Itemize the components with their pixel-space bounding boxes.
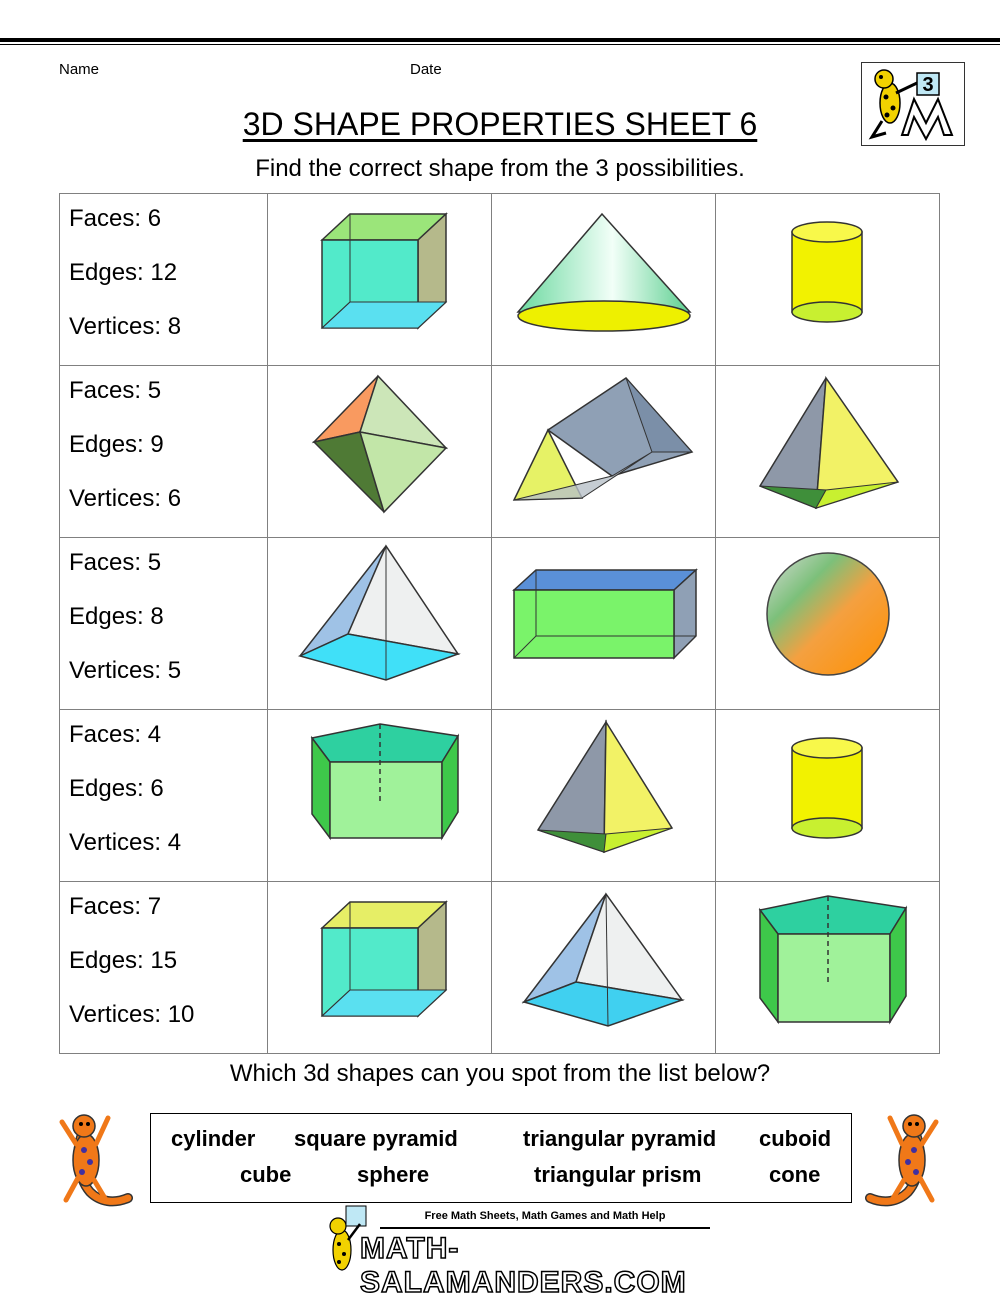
shape-option[interactable]	[268, 710, 492, 882]
vertices-count: Vertices: 8	[69, 313, 182, 340]
page-title: 3D SHAPE PROPERTIES SHEET 6	[242, 106, 758, 142]
edges-count: Edges: 6	[69, 775, 164, 802]
shape-option[interactable]	[268, 538, 492, 710]
edges-count: Edges: 9	[69, 431, 164, 458]
square-pyramid-icon	[492, 882, 715, 1053]
shape-option[interactable]	[716, 366, 940, 538]
vertices-count: Vertices: 4	[69, 829, 182, 856]
edges-count: Edges: 15	[69, 947, 178, 974]
sphere-icon	[716, 538, 939, 709]
word-item: triangular pyramid	[523, 1126, 717, 1151]
shape-option[interactable]	[492, 882, 716, 1054]
question-text: Which 3d shapes can you spot from the list below?	[229, 1060, 771, 1087]
shape-option[interactable]	[716, 194, 940, 366]
cylinder-icon	[716, 194, 939, 365]
footer-site-name[interactable]: MATH-SALAMANDERS.COM	[360, 1232, 687, 1299]
properties-cell	[60, 366, 268, 538]
square-pyramid-icon	[268, 538, 491, 709]
cube-icon	[268, 882, 491, 1053]
cone-icon	[492, 194, 715, 365]
instructions: Find the correct shape from the 3 possibilities.	[255, 155, 745, 182]
word-item: sphere	[357, 1162, 430, 1187]
octahedron-icon	[268, 366, 491, 537]
edges-count: Edges: 8	[69, 603, 164, 630]
faces-count: Faces: 5	[69, 549, 162, 576]
vertices-count: Vertices: 6	[69, 485, 182, 512]
faces-count: Faces: 5	[69, 377, 162, 404]
table-row	[60, 194, 940, 366]
shape-option[interactable]	[268, 366, 492, 538]
faces-count: Faces: 4	[69, 721, 162, 748]
top-rule-thin	[0, 44, 1000, 45]
word-item: cube	[240, 1162, 292, 1187]
pentagonal-prism-icon	[716, 882, 939, 1053]
shape-option[interactable]	[716, 538, 940, 710]
cuboid-icon	[492, 538, 715, 709]
properties-cell	[60, 710, 268, 882]
faces-count: Faces: 7	[69, 893, 162, 920]
salamander-left-icon	[44, 1100, 136, 1214]
shape-option[interactable]	[268, 194, 492, 366]
word-item: cylinder	[171, 1126, 256, 1151]
properties-cell	[60, 882, 268, 1054]
faces-count: Faces: 6	[69, 205, 162, 232]
word-item: triangular prism	[534, 1162, 702, 1187]
shape-option[interactable]	[492, 710, 716, 882]
table-row	[60, 366, 940, 538]
date-label: Date	[410, 61, 442, 78]
pentagonal-prism-icon	[268, 710, 491, 881]
table-row	[60, 710, 940, 882]
shape-option[interactable]	[268, 882, 492, 1054]
shape-table	[59, 193, 940, 1054]
table-row	[60, 538, 940, 710]
logo-number: 3	[922, 74, 934, 96]
word-list-box	[150, 1113, 852, 1203]
shape-option[interactable]	[492, 194, 716, 366]
footer-rule	[380, 1227, 710, 1229]
triangular-pyramid-icon	[716, 366, 939, 537]
triangular-prism-icon	[492, 366, 715, 537]
vertices-count: Vertices: 5	[69, 657, 182, 684]
shape-option[interactable]	[492, 538, 716, 710]
shape-option[interactable]	[716, 882, 940, 1054]
footer-tagline: Free Math Sheets, Math Games and Math Help	[424, 1210, 666, 1222]
word-item: cuboid	[759, 1126, 832, 1151]
name-label: Name	[59, 61, 100, 78]
vertices-count: Vertices: 10	[69, 1001, 195, 1028]
word-item: cone	[769, 1162, 821, 1187]
triangular-pyramid-icon	[492, 710, 715, 881]
properties-cell	[60, 194, 268, 366]
shape-option[interactable]	[716, 710, 940, 882]
edges-count: Edges: 12	[69, 259, 178, 286]
top-rule	[0, 38, 1000, 42]
cylinder-icon	[716, 710, 939, 881]
word-item: square pyramid	[294, 1126, 458, 1151]
shape-option[interactable]	[492, 366, 716, 538]
table-row	[60, 882, 940, 1054]
salamander-right-icon	[862, 1100, 954, 1214]
properties-cell	[60, 538, 268, 710]
cube-icon	[268, 194, 491, 365]
